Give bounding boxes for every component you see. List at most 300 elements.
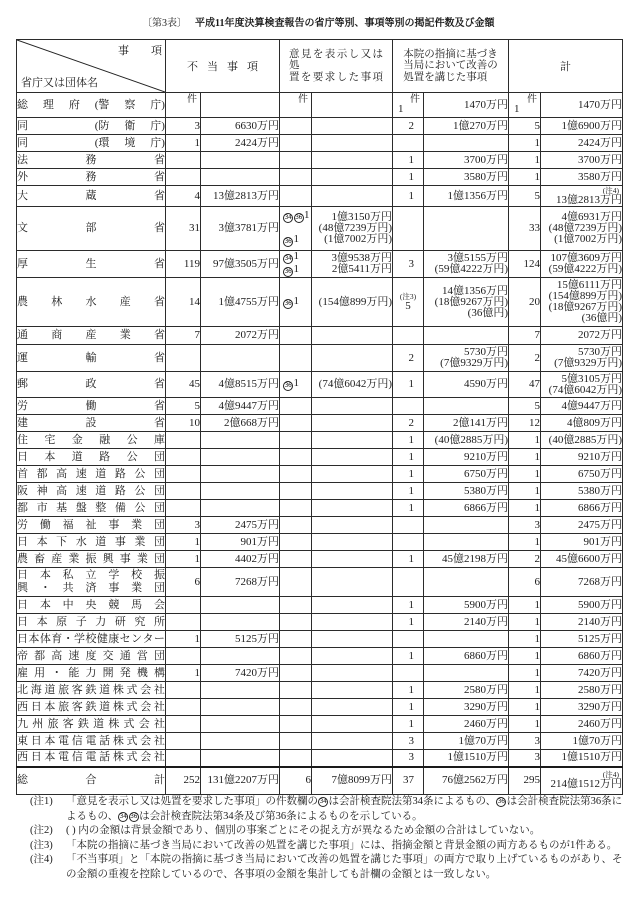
amount-value: 2475万円 [235,518,279,531]
amount-cell-total [541,750,623,767]
org-name-char: 日 [17,569,28,581]
count-cell-improved [393,733,424,750]
org-name-char: 業 [136,552,148,565]
amount-cell-total [541,207,623,251]
count-cell-opinion [280,449,312,466]
org-name-char: 団 [153,582,165,594]
amount-value: 1470万円 [464,98,508,111]
footnote [30,853,630,882]
count-value: 5 [534,189,540,202]
amount-value: 7420万円 [235,666,279,679]
count-value: 1 [283,377,299,389]
org-name-cell [17,345,166,372]
amount-cell-improper [201,327,280,345]
amount-cell-total [541,398,623,415]
table-row [17,152,623,169]
amount-cell-total [541,767,623,795]
org-name-cell [17,278,166,327]
circled-number-mark [129,812,139,822]
org-name-char: 日 [17,615,28,628]
amount-cell-improper [201,733,280,750]
org-name-char: 株 [112,700,124,713]
footnote-label: (注4) [30,854,53,865]
amount-cell-total [541,251,623,278]
org-name-char: 労 [17,399,28,412]
org-name-char: 営 [136,649,148,662]
count-cell-improved [393,207,424,251]
table-row [17,118,623,135]
amount-value: 3億9538万円 2億5411万円 [331,252,392,275]
org-name-line [17,485,165,498]
count-value: 1 1 [283,250,299,275]
count-value: 1 [534,450,540,463]
org-name-char: 日 [17,598,28,611]
footnote-text: 「不当事項」と「本院の指摘に基づき当局において改善の処置を講じた事項」の両方で取り上げているものがあり、その金額の重複を控除しているので、各事項の金額を集計しても計欄の金額とは一致しない。 [66,854,623,880]
org-name-line [17,434,165,447]
org-name-char: 輸 [85,351,97,364]
count-cell-opinion [280,716,312,733]
amount-value: 6866万円 [464,501,508,514]
count-cell-total [509,750,541,767]
amount-value: 131億2207万円 [207,774,279,787]
org-name-char: 路 [114,467,126,480]
org-name-char: 旅 [58,683,70,696]
corner-bottom-label: 省庁又は団体名 [21,77,98,89]
count-value: 2 [534,351,540,364]
count-cell-opinion [280,614,312,631]
count-cell-improper [166,152,201,169]
amount-cell-improper [201,93,280,118]
org-name-char: 力 [85,666,97,679]
org-name-char: 阪 [17,484,28,497]
footnote-text: 「意見を表示し又は処置を要求した事項」の件数欄の は会計検査院法第34条によるもの、 は会計検査院法第36条によるもの、 は会計検査院法第34条及び第36条によるものを示している。 [66,796,623,822]
org-name-char [43,120,54,133]
org-name-line [17,701,165,714]
amount-cell-opinion [312,398,393,415]
table-row [17,207,623,251]
amount-cell-improved [424,699,509,716]
table-caption: 平成11年度決算検査報告の省庁等別、事項等別の掲記件数及び金額 [195,18,495,29]
org-name-char: 康 [108,632,120,645]
amount-cell-opinion [312,345,393,372]
org-name-line [17,222,165,235]
amount-cell-improved [424,750,509,767]
amount-value: 3700万円 [578,153,622,166]
count-cell-improper [166,733,201,750]
count-cell-improved [393,699,424,716]
amount-value: 15億6111万円 (154億899万円) (18億9267万円) (36億円) [548,279,622,324]
org-name-line [17,582,165,595]
org-name-char: 業 [134,535,146,548]
count-value: 1 [534,153,540,166]
amount-cell-opinion [312,597,393,614]
count-value: 3 [194,518,200,531]
org-name-char: 式 [123,717,135,730]
org-name-char: 学 [74,632,86,645]
amount-cell-total [541,568,623,597]
org-name-line [17,667,165,680]
org-name-char: 事 [108,582,120,594]
count-cell-improved [393,750,424,767]
amount-cell-improper [201,517,280,534]
count-cell-total [509,597,541,614]
count-cell-improper [166,207,201,251]
table-row [17,186,623,207]
amount-cell-opinion [312,415,393,432]
count-cell-total [509,466,541,483]
org-name-char: 宅 [44,433,56,446]
org-name-char: 研 [114,615,126,628]
count-value: 2 [408,351,414,364]
amount-cell-improved [424,534,509,551]
org-name-char: 省 [154,399,165,412]
amount-value: 1億70万円 [458,734,508,747]
count-value: 1 [408,700,414,713]
count-cell-total [509,665,541,682]
amount-value: 1億1356万円 [447,189,508,202]
amount-cell-opinion [312,733,393,750]
org-name-char: 式 [126,734,138,747]
count-value: 1 [534,683,540,696]
org-name-char: 事 [114,535,126,548]
org-name-char: 西 [17,700,28,713]
amount-value: 901万円 [240,535,279,548]
table-row [17,733,623,750]
amount-cell-total [541,135,623,152]
count-value: 1 [408,683,414,696]
org-name-char: 能 [68,666,80,679]
org-name-char: 機 [136,666,148,679]
org-name-line [17,190,165,203]
circled-number-mark [283,267,293,277]
org-name-char: 興 [17,582,28,594]
amount-value: 2424万円 [578,136,622,149]
amount-cell-opinion [312,466,393,483]
org-name-char: 交 [102,649,114,662]
amount-cell-opinion [312,207,393,251]
org-name-char: 用 [34,666,46,679]
count-value: 3 [408,751,414,764]
amount-value: 1億70万円 [572,734,622,747]
count-value: 3 [534,734,540,747]
count-cell-total [509,372,541,398]
org-name-char [69,120,80,133]
amount-value: 4億9447万円 [561,399,622,412]
table-row [17,278,623,327]
org-name-char: 省 [154,153,165,166]
count-value: 45 [189,378,200,390]
amount-cell-improper [201,614,280,631]
org-name-char: 会 [138,717,150,730]
org-name-line [17,751,165,764]
org-name-char: セ [119,632,131,645]
org-name-char: 省 [154,351,165,364]
org-name-char: 日 [17,535,28,548]
count-cell-improper [166,135,201,152]
org-name-char: 道 [93,717,105,730]
count-value: 1 [534,467,540,480]
column-header-label: 不当事項 [187,61,267,73]
org-name-char: 省 [154,416,165,429]
count-value: 31 [189,222,200,234]
org-name-char: 興 [102,552,114,565]
amount-cell-opinion [312,186,393,207]
count-cell-improved [393,327,424,345]
org-name-char: 省 [154,378,165,390]
amount-cell-improper [201,767,280,795]
org-name-cell [17,500,166,517]
table-row [17,372,623,398]
amount-cell-opinion [312,483,393,500]
count-cell-total [509,135,541,152]
org-name-char: 団 [154,552,165,565]
count-cell-opinion [280,118,312,135]
amount-value: 4億809万円 [567,416,622,429]
org-name-char: 合 [85,774,97,787]
amount-cell-improper [201,152,280,169]
count-cell-opinion [280,767,312,795]
unit-label: 件 [187,94,197,105]
count-cell-improper [166,716,201,733]
org-name-cell [17,665,166,682]
amount-cell-opinion [312,517,393,534]
amount-cell-improper [201,372,280,398]
amount-value: 6860万円 [464,649,508,662]
org-name-char: 式 [126,751,138,764]
org-name-line [17,553,165,566]
amount-value: 6866万円 [578,501,622,514]
amount-cell-improper [201,551,280,568]
amount-value: 901万円 [583,535,622,548]
amount-cell-improper [201,500,280,517]
org-name-char: 鉄 [77,717,89,730]
amount-cell-improved [424,372,509,398]
amount-value: 2424万円 [235,136,279,149]
count-cell-total [509,207,541,251]
amount-cell-improper [201,207,280,251]
amount-cell-improved [424,118,509,135]
amount-cell-total [541,500,623,517]
org-name-char: 事 [108,518,120,531]
org-name-char: 盤 [75,501,87,514]
org-name-cell [17,93,166,118]
count-cell-opinion [280,733,312,750]
amount-cell-total [541,716,623,733]
org-name-char: 株 [112,751,124,764]
org-name-char: 本 [36,615,48,628]
count-value: 3 [534,751,540,764]
org-name-char: 道 [95,535,107,548]
org-name-char: 郵 [17,378,28,390]
org-name-char [43,137,54,150]
count-value: 5 [534,119,540,132]
summary-table [16,39,623,795]
org-name-char: 省 [154,295,165,308]
org-name-char: 道 [95,484,107,497]
table-title [142,17,494,31]
amount-cell-improved [424,466,509,483]
header-row [17,40,623,93]
count-cell-total [509,118,541,135]
amount-cell-improved [424,665,509,682]
count-cell-improper [166,750,201,767]
table-row [17,251,623,278]
org-name-char: 電 [85,734,97,747]
count-cell-total [509,614,541,631]
org-name-char: 電 [58,751,70,764]
org-name-char: 北 [17,683,28,696]
count-cell-improved [393,517,424,534]
amount-cell-opinion [312,118,393,135]
amount-cell-improved [424,169,509,186]
count-cell-opinion [280,327,312,345]
count-value: 1 [534,700,540,713]
count-cell-improved [393,614,424,631]
org-name-cell [17,449,166,466]
footnote-ref: (注4) [602,770,619,780]
count-value: 33 [529,222,540,234]
count-value: 1 [408,153,414,166]
amount-cell-improper [201,483,280,500]
amount-cell-improved [424,733,509,750]
count-cell-total [509,432,541,449]
count-cell-improper [166,372,201,398]
count-value: 1 [408,484,414,497]
amount-cell-improper [201,699,280,716]
org-name-char: 式 [126,683,138,696]
org-name-char: 本 [39,569,51,581]
count-cell-total [509,500,541,517]
org-name-char: 育 [51,632,63,645]
amount-value: 2072万円 [578,329,622,341]
amount-cell-opinion [312,449,393,466]
org-name-line [17,417,165,430]
amount-cell-total [541,327,623,345]
count-cell-total [509,169,541,186]
table-row [17,682,623,699]
org-name-char: 産 [51,552,63,565]
org-name-char: 府 [68,98,80,111]
count-value: 1 [398,103,404,115]
count-cell-opinion [280,93,312,118]
amount-cell-improper [201,186,280,207]
org-name-char: 速 [68,649,80,662]
count-cell-opinion [280,466,312,483]
amount-cell-improper [201,345,280,372]
amount-cell-improved [424,631,509,648]
org-name-line [17,120,165,133]
amount-value: 107億3609万円 (59億4222万円) [548,252,622,275]
org-name-char: ン [131,632,143,645]
org-name-char: 務 [85,170,97,183]
amount-value: 3700万円 [464,153,508,166]
org-name-char: 産 [85,329,97,341]
org-name-char: 競 [108,598,120,611]
org-name-char: ・ [51,666,63,679]
org-name-char: 立 [85,569,97,581]
count-cell-improper [166,568,201,597]
amount-cell-total [541,372,623,398]
amount-cell-improved [424,327,509,345]
count-cell-improved [393,415,424,432]
count-value: 252 [183,774,200,787]
org-name-char: 高 [51,649,63,662]
count-value: 2 [534,552,540,565]
count-value: 1 [534,535,540,548]
org-name-char: 省 [154,329,165,341]
amount-cell-improved [424,207,509,251]
org-name-char: 公 [126,433,138,446]
amount-cell-total [541,551,623,568]
amount-cell-improved [424,398,509,415]
count-cell-total [509,631,541,648]
count-cell-total [509,327,541,345]
org-name-char: 団 [154,649,165,662]
amount-value: 45億6600万円 [556,552,622,565]
amount-value: 2億141万円 [453,416,508,429]
org-name-char: 通 [119,649,131,662]
footnote [30,839,630,854]
count-cell-opinion [280,186,312,207]
count-value: 1 [534,433,540,446]
org-name-char: 設 [85,416,97,429]
count-value: 3 [194,119,200,132]
org-name-char: 央 [85,598,97,611]
amount-cell-improved [424,93,509,118]
org-name-char: ・ [39,582,51,594]
count-cell-improper [166,534,201,551]
amount-value: 5900万円 [578,598,622,611]
amount-cell-improved [424,251,509,278]
count-value: 1 [408,378,414,390]
count-value: 6 [305,774,311,787]
org-name-char: 金 [71,433,83,446]
org-name-char: 事 [119,552,131,565]
org-name-char: 会 [140,683,152,696]
count-cell-improved [393,466,424,483]
amount-value: 4590万円 [464,378,508,390]
amount-value: (74億6042万円) [318,378,392,390]
column-header-improved [393,40,509,93]
org-name-char: 速 [75,467,87,480]
org-name-char: 部 [85,222,97,234]
count-cell-opinion [280,648,312,665]
org-name-cell [17,750,166,767]
count-cell-improper [166,345,201,372]
org-name-cell [17,135,166,152]
count-cell-improper [166,665,201,682]
amount-cell-total [541,278,623,327]
org-name-char: 林 [51,295,63,308]
org-name-char: 道 [95,467,107,480]
org-name-char: 文 [17,222,28,234]
count-cell-improved [393,716,424,733]
count-value: 12 [529,416,540,429]
unit-label: 件 [410,94,420,105]
count-cell-total [509,517,541,534]
table-body [17,93,623,795]
count-cell-opinion [280,169,312,186]
amount-cell-total [541,534,623,551]
count-cell-improved [393,631,424,648]
count-value: 1 1 [283,209,310,245]
org-name-char: 信 [71,751,83,764]
org-name-char: (警 [94,98,110,111]
org-name-char: 業 [119,329,131,341]
org-name-char: 察 [124,98,136,111]
org-name-line [17,599,165,612]
amount-cell-total [541,118,623,135]
